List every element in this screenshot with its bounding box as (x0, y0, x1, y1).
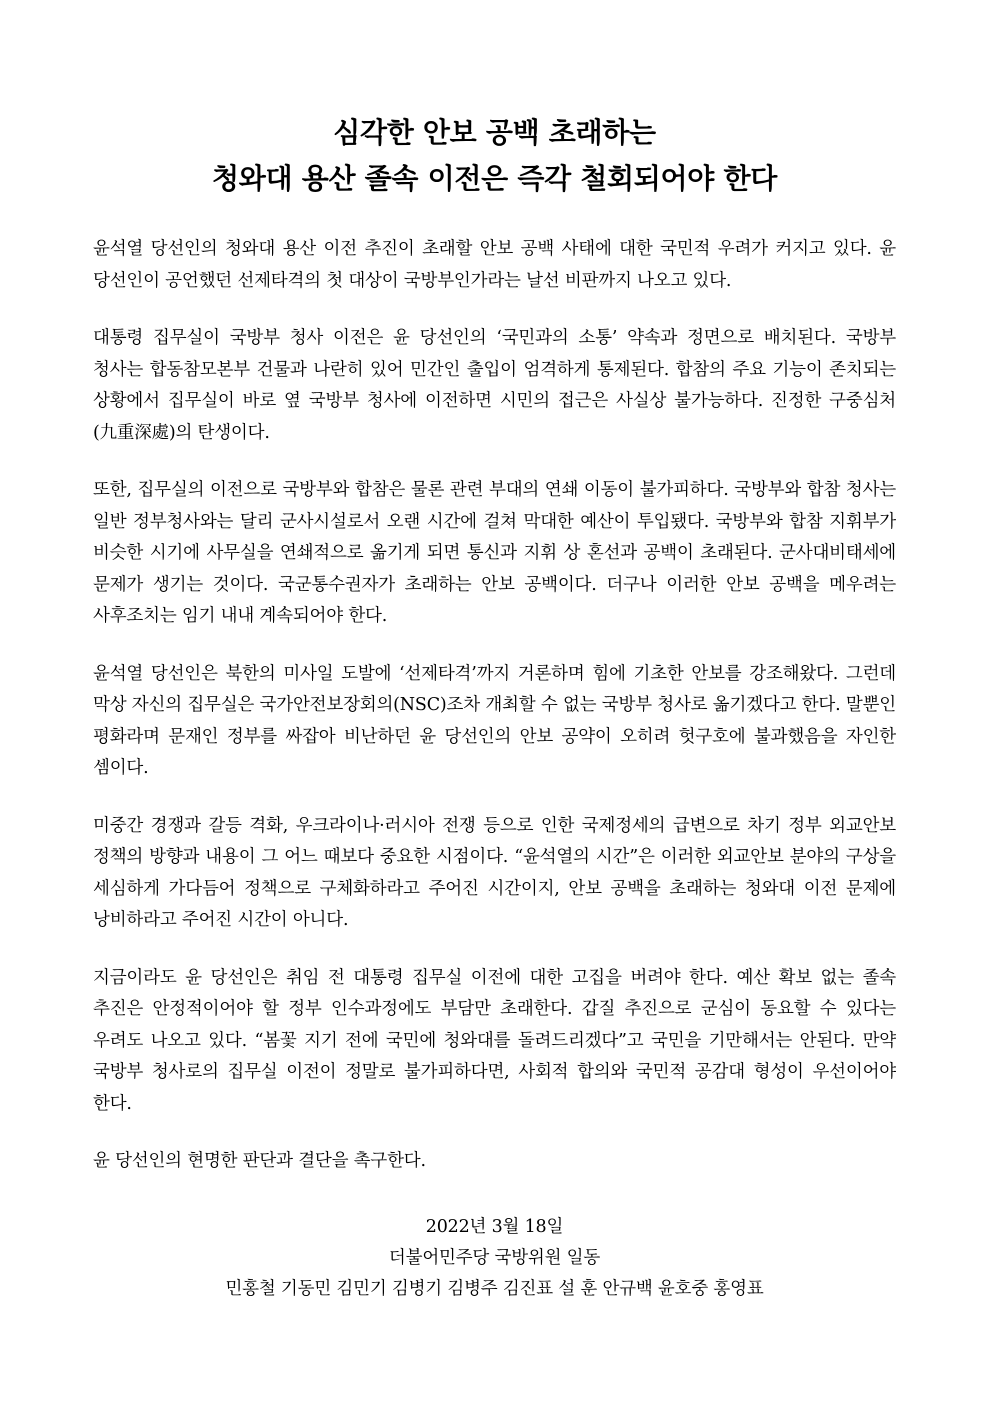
signature-block (93, 1212, 896, 1305)
signature-organization: 더불어민주당 국방위원 일동 (388, 1247, 601, 1268)
document-body (93, 234, 896, 1178)
paragraph-7: 윤 당선인의 현명한 판단과 결단을 촉구한다. (93, 1151, 426, 1171)
paragraph-4: 윤석열 당선인은 북한의 미사일 도발에 ‘선제타격’까지 거론하며 힘에 기초한 안보를 강조해왔다. 그런데 막상 자신의 집무실은 국가안전보장회의(NSC)조차 개최할 수 없는 국방부 청사로 옮기겠다고 한다. 말뿐인 평화라며 문재인 정부를 싸잡아 비난하던 윤 당선인의 안보 공약이 오히려 헛구호에 불과했음을 자인한 셈이다. (93, 663, 896, 778)
paragraph-3: 또한, 집무실의 이전으로 국방부와 합참은 물론 관련 부대의 연쇄 이동이 불가피하다. 국방부와 합참 청사는 일반 정부청사와는 달리 군사시설로서 오랜 시간에 걸쳐 막대한 예산이 투입됐다. 국방부와 합참 지휘부가 비슷한 시기에 사무실을 연쇄적으로 옮기게 되면 통신과 지휘 상 혼선과 공백이 초래된다. 군사대비태세에 문제가 생기는 것이다. 국군통수권자가 초래하는 안보 공백이다. 더구나 이러한 안보 공백을 메우려는 사후조치는 임기 내내 계속되어야 한다. (93, 480, 896, 626)
signature-members: 민홍철 기동민 김민기 김병기 김병주 김진표 설 훈 안규백 윤호중 홍영표 (225, 1278, 764, 1299)
paragraph-6: 지금이라도 윤 당선인은 취임 전 대통령 집무실 이전에 대한 고집을 버려야 한다. 예산 확보 없는 졸속 추진은 안정적이어야 할 정부 인수과정에도 부담만 초래한다. 갑질 추진으로 군심이 동요할 수 있다는 우려도 나오고 있다. “봄꽃 지기 전에 국민에 청와대를 돌려드리겠다”고 국민을 기만해서는 안된다. 만약 국방부 청사로의 집무실 이전이 정말로 불가피하다면, 사회적 합의와 국민적 공감대 형성이 우선이어야 한다. (93, 967, 896, 1114)
title-line-2: 청와대 용산 졸속 이전은 즉각 철회되어야 한다 (212, 162, 777, 195)
paragraph-1: 윤석열 당선인의 청와대 용산 이전 추진이 초래할 안보 공백 사태에 대한 국민적 우려가 커지고 있다. 윤 당선인이 공언했던 선제타격의 첫 대상이 국방부인가라는 날선 비판까지 나오고 있다. (93, 239, 896, 291)
signature-date: 2022년 3월 18일 (425, 1216, 564, 1237)
paragraph-5: 미중간 경쟁과 갈등 격화, 우크라이나·러시아 전쟁 등으로 인한 국제정세의 급변으로 차기 정부 외교안보 정책의 방향과 내용이 그 어느 때보다 중요한 시점이다. “윤석열의 시간”은 이러한 외교안보 분야의 구상을 세심하게 가다듬어 정책으로 구체화하라고 주어진 시간이지, 안보 공백을 초래하는 청와대 이전 문제에 낭비하라고 주어진 시간이 아니다. (93, 815, 896, 930)
document-title (93, 110, 896, 202)
paragraph-2: 대통령 집무실이 국방부 청사 이전은 윤 당선인의 ‘국민과의 소통’ 약속과 정면으로 배치된다. 국방부 청사는 합동참모본부 건물과 나란히 있어 민간인 출입이 엄격하게 통제된다. 합참의 주요 기능이 존치되는 상황에서 집무실이 바로 옆 국방부 청사에 이전하면 시민의 접근은 사실상 불가능하다. 진정한 구중심처(九重深處)의 탄생이다. (93, 328, 896, 443)
title-line-1: 심각한 안보 공백 초래하는 (333, 116, 656, 149)
